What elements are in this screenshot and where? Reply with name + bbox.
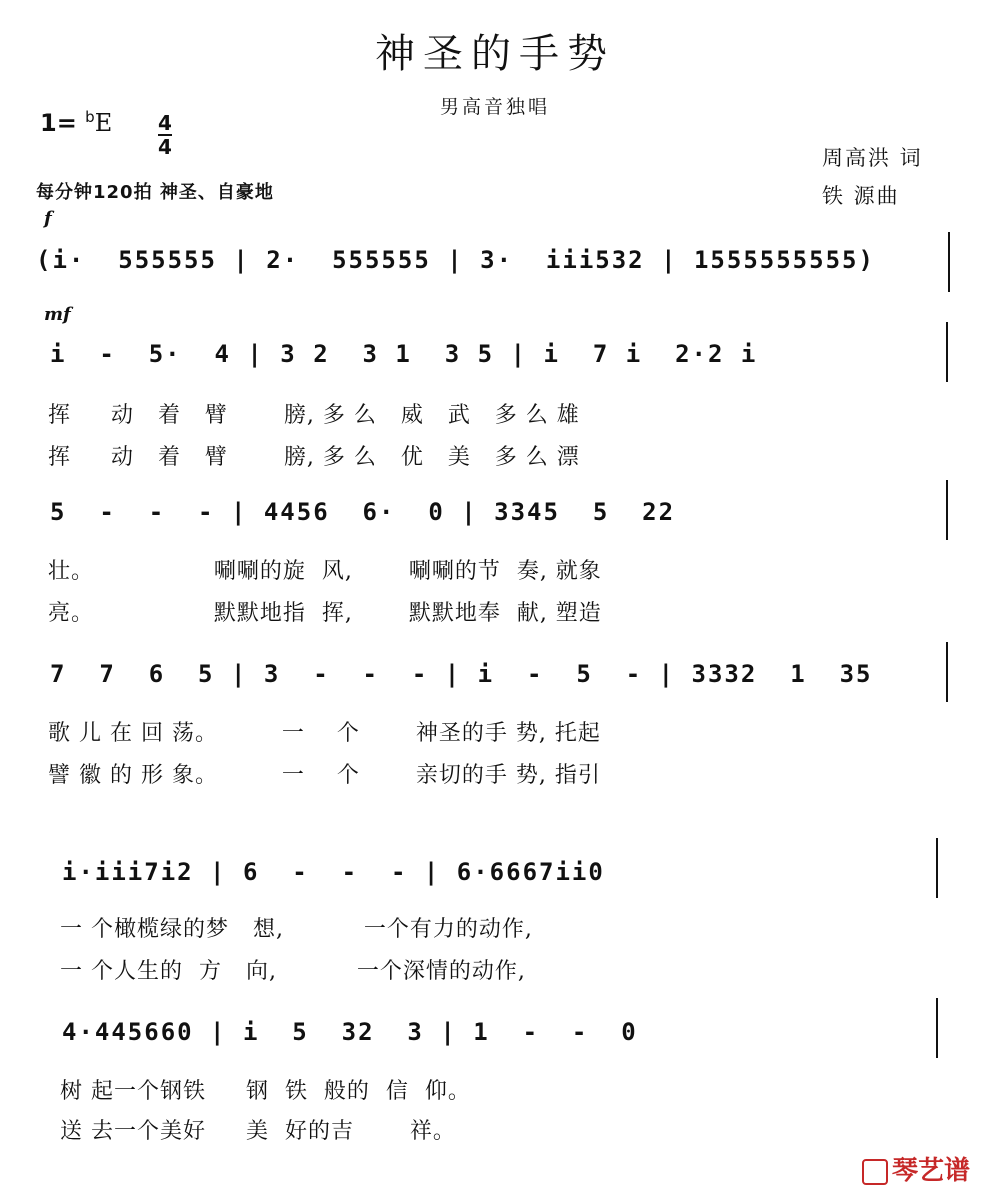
song-title: 神圣的手势 <box>375 31 615 77</box>
bar-line <box>946 480 948 540</box>
lyric-row-4-verse-1: 歌 儿 在 回 荡。 一 个 神圣的手 势, 托起 <box>48 721 601 746</box>
flat-sign: b <box>85 108 95 126</box>
lyric-row-3-verse-2: 亮。 默默地指 挥, 默默地奉 献, 塑造 <box>48 601 602 626</box>
tempo-marking: 每分钟120拍 神圣、自豪地 <box>36 182 274 203</box>
composer-credit: 铁 源曲 <box>822 184 900 208</box>
lyric-row-6-verse-2: 送 去一个美好 美 好的吉 祥。 <box>60 1119 456 1144</box>
lyric-row-2-verse-1: 挥 动 着 臂 膀, 多 么 威 武 多 么 雄 <box>48 403 580 428</box>
time-signature <box>158 112 172 158</box>
dynamic-mf: mf <box>44 304 71 325</box>
notation-row-1: (i· 555555 | 2· 555555 | 3· iii532 | 1555555555) <box>36 246 875 274</box>
key-signature <box>40 108 112 137</box>
bar-line <box>946 642 948 702</box>
lyric-row-5-verse-2: 一 个人生的 方 向, 一个深情的动作, <box>60 959 526 984</box>
site-logo <box>862 1150 970 1187</box>
bar-line <box>946 322 948 382</box>
lyric-row-6-verse-1: 树 起一个钢铁 钢 铁 般的 信 仰。 <box>60 1079 471 1104</box>
lyric-row-2-verse-2: 挥 动 着 臂 膀, 多 么 优 美 多 么 漂 <box>48 445 580 470</box>
notation-row-5: i·iii7i2 | 6 - - - | 6·6667ii0 <box>62 858 605 886</box>
lyricist-credit: 周高洪 词 <box>822 146 923 170</box>
meter-top: 4 <box>158 111 172 135</box>
key-label: 1= <box>40 109 77 137</box>
notation-row-3: 5 - - - | 4456 6· 0 | 3345 5 22 <box>50 498 676 526</box>
key-note: E <box>94 109 113 137</box>
bar-line <box>948 232 950 292</box>
notation-row-2: i - 5· 4 | 3 2 3 1 3 5 | i 7 i 2·2 i <box>50 340 758 368</box>
notation-row-4: 7 7 6 5 | 3 - - - | i - 5 - | 3332 1 35 <box>50 660 873 688</box>
lyric-row-3-verse-1: 壮。 唰唰的旋 风, 唰唰的节 奏, 就象 <box>48 559 602 584</box>
bar-line <box>936 998 938 1058</box>
meter-bottom: 4 <box>158 135 172 159</box>
logo-icon <box>862 1159 888 1185</box>
lyric-row-5-verse-1: 一 个橄榄绿的梦 想, 一个有力的动作, <box>60 917 533 942</box>
song-subtitle: 男高音独唱 <box>439 96 550 118</box>
lyric-row-4-verse-2: 譬 徽 的 形 象。 一 个 亲切的手 势, 指引 <box>48 763 601 788</box>
bar-line <box>936 838 938 898</box>
notation-row-6: 4·445660 | i 5 32 3 | 1 - - 0 <box>62 1018 638 1046</box>
logo-text: 琴艺谱 <box>891 1156 970 1186</box>
dynamic-f: f <box>44 208 52 229</box>
